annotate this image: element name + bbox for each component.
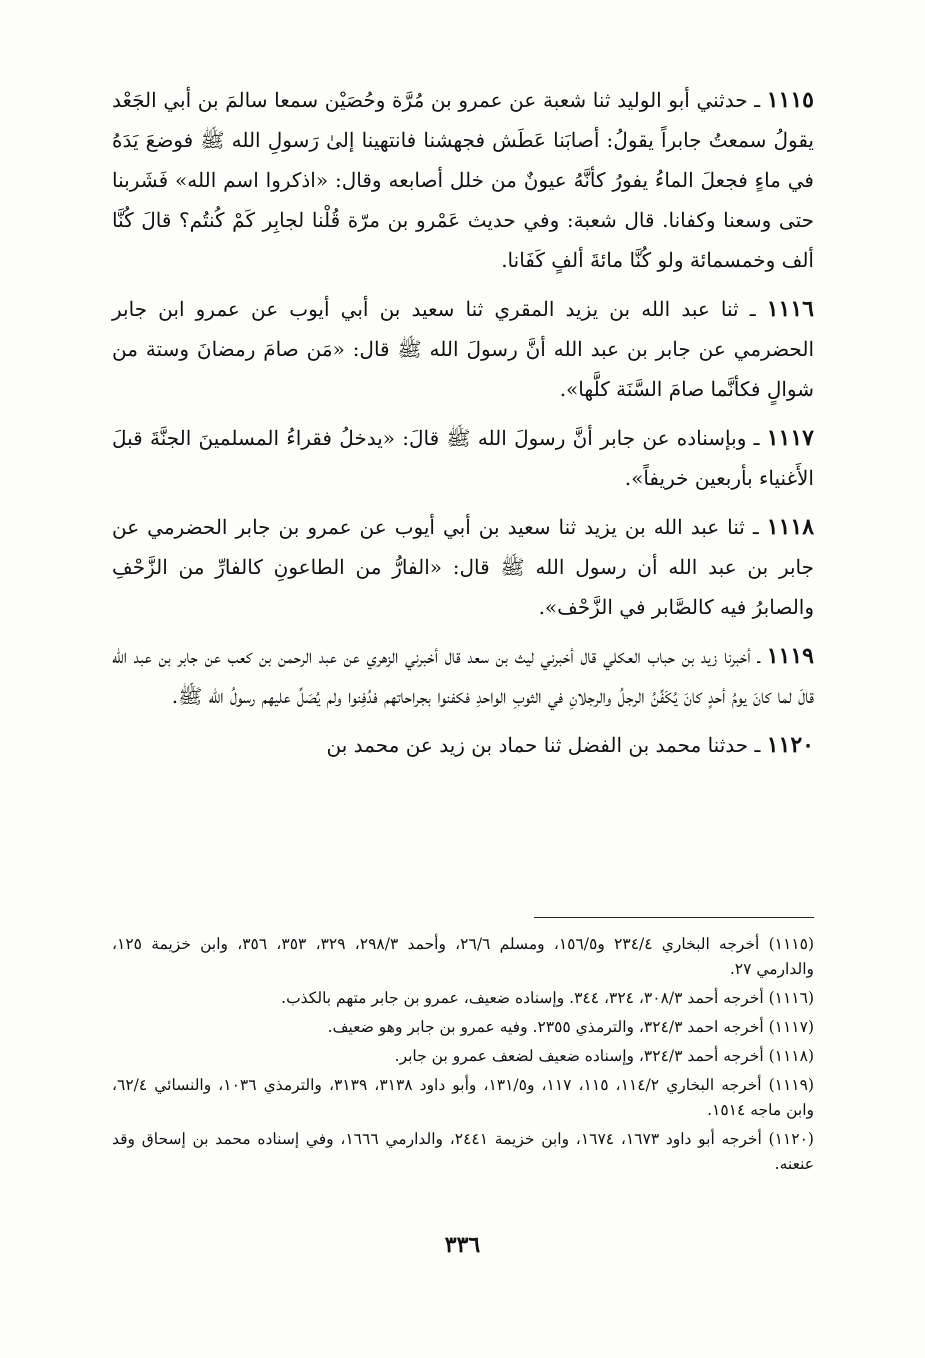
hadith-text: ثنا عبد الله بن يزيد المقري ثنا سعيد بن أبي أيوب عن عمرو ابن جابر الحضرمي عن جابر بن عبد الله أنَّ رسولَ الله ﷺ قال: «مَن صامَ رمضانَ وستة من شوالٍ فكأنَّما صامَ السَّنَة كلَّها». <box>112 297 814 401</box>
hadith-text: ثنا عبد الله بن يزيد ثنا سعيد بن أبي أيوب عن عمرو بن جابر الحضرمي عن جابر بن عبد الله أن رسول الله ﷺ قال: «الفارُّ من الطاعونِ كالفارِّ من الزَّحْفِ والصابرُ فيه كالصَّابر في الزَّحْف». <box>112 515 814 619</box>
footnote-text: أخرجه البخاري ١١٤/٢، ١١٥، ١١٧، و١٣١/٥، وأبو داود ٣١٣٨، ٣١٣٩، والترمذي ١٠٣٦، والنسائي ٦٢/٤، وابن ماجه ١٥١٤. <box>112 1076 814 1119</box>
hadith-1115: ١١١٥ ـ حدثني أبو الوليد ثنا شعبة عن عمرو بن مُرَّة وحُصَيْن سمعا سالمَ بن أبي الجَعْد يقولُ سمعتُ جابراً يقولُ: أصابَنا عَطَش فجهشنا فانتهينا إلىٰ رَسولِ الله ﷺ فوضعَ يَدَهُ في ماءٍ فجعلَ الماءُ يفورُ كأنَّهُ عيونٌ من خلل أصابعه وقال: «اذكروا اسم الله» فَشَربنا حتى وسعنا وكفانا. قال شعبة: وفي حديث عَمْرو بن مرّة قُلْنا لجابِر كَمْ كُنتُم؟ قالَ كُنَّا ألف وخمسمائة ولو كُنَّا مائةَ ألفٍ كَفَانا. <box>112 87 814 272</box>
main-text <box>112 80 814 774</box>
hadith-number: ١١١٩ <box>766 643 814 669</box>
footnote-1116 <box>112 986 814 1011</box>
footnote-text: أخرجه البخاري ٢٣٤/٤ و١٥٦/٥، ومسلم ٢٦/٦، وأحمد ٢٩٨/٣، ٣٢٩، ٣٥٣، ٣٥٦، وابن خزيمة ١٢٥، والدارمي ٢٧. <box>112 935 814 978</box>
hadith-1116: ١١١٦ ـ ثنا عبد الله بن يزيد المقري ثنا سعيد بن أبي أيوب عن عمرو ابن جابر الحضرمي عن جابر بن عبد الله أنَّ رسولَ الله ﷺ قال: «مَن صامَ رمضانَ وستة من شوالٍ فكأنَّما صامَ السَّنَة كلَّها». <box>112 296 814 401</box>
footnote-divider <box>534 917 814 918</box>
hadith-1117: ١١١٧ ـ وبإسناده عن جابر أنَّ رسولَ الله ﷺ قالَ: «يدخلُ فقراءُ المسلمينَ الجنَّةَ قبلَ الأَغنياء بأربعين خريفاً». <box>112 425 814 490</box>
hadith-1118: ١١١٨ ـ ثنا عبد الله بن يزيد ثنا سعيد بن أبي أيوب عن عمرو بن جابر الحضرمي عن جابر بن عبد الله أن رسول الله ﷺ قال: «الفارُّ من الطاعونِ كالفارِّ من الزَّحْفِ والصابرُ فيه كالصَّابر في الزَّحْف». <box>112 514 815 619</box>
footnote-ref: (١١٢٠) <box>768 1130 814 1148</box>
page-number: ٣٣٦ <box>444 1232 481 1258</box>
footnote-1118 <box>112 1044 814 1069</box>
footnote-1119 <box>112 1073 814 1123</box>
hadith-text: حدثني أبو الوليد ثنا شعبة عن عمرو بن مُرَّة وحُصَيْن سمعا سالمَ بن أبي الجَعْد يقولُ سمعتُ جابراً يقولُ: أصابَنا عَطَش فجهشنا فانتهينا إلىٰ رَسولِ الله ﷺ فوضعَ يَدَهُ في ماءٍ فجعلَ الماءُ يفورُ كأنَّهُ عيونٌ من خلل أصابعه وقال: «اذكروا اسم الله» فَشَربنا حتى وسعنا وكفانا. قال شعبة: وفي حديث عَمْرو بن مرّة قُلْنا لجابِر كَمْ كُنتُم؟ قالَ كُنَّا ألف وخمسمائة ولو كُنَّا مائةَ ألفٍ كَفَانا. <box>112 88 814 272</box>
hadith-text: حدثنا محمد بن الفضل ثنا حماد بن زيد عن محمد بن <box>326 733 749 757</box>
hadith-1120: ١١٢٠ ـ حدثنا محمد بن الفضل ثنا حماد بن زيد عن محمد بن <box>326 732 814 758</box>
hadith-number: ١١١٧ <box>766 425 814 451</box>
hadith-1119: ١١١٩ ـ أخبرنا زيد بن حباب العكلي قال أخبرني ليث بن سعد قال أخبرني الزهري عن عبد الرحمن بن كعب عن جابر بن عبد الله قالَ لما كانَ يومُ أحدٍ كانَ يُكَفِّنُ الرجلُ والرجلانِ في الثوبِ الواحدِ فكفنوا بجراحاتهم فدُفِنوا ولم يُصَلِّ عليهم رسولُ الله ﷺ. <box>112 643 814 708</box>
hadith-number: ١١١٦ <box>766 296 814 322</box>
footnote-text: أخرجه أحمد ٣٢٤/٣، وإسناده ضعيف لضعف عمرو بن جابر. <box>394 1047 764 1065</box>
footnote-1117 <box>112 1015 814 1040</box>
footnote-1120 <box>112 1127 814 1177</box>
footnote-ref: (١١١٩) <box>768 1076 815 1094</box>
footnote-ref: (١١١٨) <box>768 1047 814 1065</box>
footnote-text: أخرجه أحمد ٣٠٨/٣، ٣٢٤، ٣٤٤. وإسناده ضعيف، عمرو بن جابر متهم بالكذب. <box>281 989 764 1007</box>
footnote-text: أخرجه احمد ٣٢٤/٣، والترمذي ٢٣٥٥. وفيه عمرو بن جابر وهو ضعيف. <box>327 1018 764 1036</box>
hadith-number: ١١١٥ <box>766 87 814 113</box>
footnote-ref: (١١١٥) <box>768 935 814 953</box>
hadith-text: وبإسناده عن جابر أنَّ رسولَ الله ﷺ قالَ: «يدخلُ فقراءُ المسلمينَ الجنَّةَ قبلَ الأَغنياء بأربعين خريفاً». <box>112 426 814 490</box>
hadith-text: أخبرنا زيد بن حباب العكلي قال أخبرني ليث بن سعد قال أخبرني الزهري عن عبد الرحمن بن كعب عن جابر بن عبد الله قالَ لما كانَ يومُ أحدٍ كانَ يُكَفِّنُ الرجلُ والرجلانِ في الثوبِ الواحدِ فكفنوا بجراحاتهم فدُفِنوا ولم يُصَلِّ عليهم رسولُ الله ﷺ. <box>112 644 814 708</box>
hadith-number: ١١٢٠ <box>766 732 814 758</box>
footnotes <box>112 932 814 1181</box>
footnote-text: أخرجه أبو داود ١٦٧٣، ١٦٧٤، وابن خزيمة ٢٤٤١، والدارمي ١٦٦٦، وفي إسناده محمد بن إسحاق وقد عنعنه. <box>112 1130 814 1173</box>
footnote-ref: (١١١٦) <box>768 989 814 1007</box>
hadith-number: ١١١٨ <box>766 514 815 540</box>
footnote-1115 <box>112 932 814 982</box>
footnote-ref: (١١١٧) <box>768 1018 814 1036</box>
